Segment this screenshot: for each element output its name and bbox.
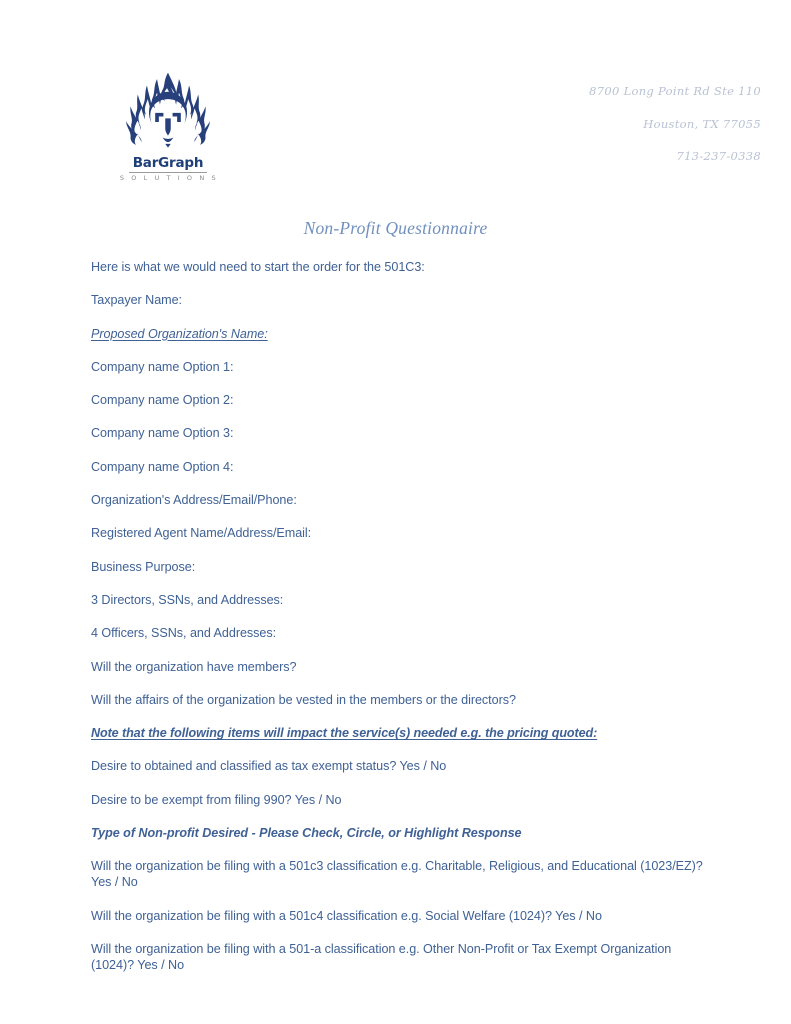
contact-address-block xyxy=(431,86,761,163)
field-taxpayer-name: Taxpayer Name: xyxy=(91,293,182,308)
logo-divider xyxy=(129,172,207,173)
address-city-state-zip: Houston, TX 77055 xyxy=(643,116,761,131)
lion-head-flame-logo-icon xyxy=(122,68,214,154)
intro-text: Here is what we would need to start the order for the 501C3: xyxy=(91,260,425,274)
question-tax-exempt-status: Desire to obtained and classified as tax exempt status? Yes / No xyxy=(91,759,447,774)
section-heading-pricing-note: Note that the following items will impact the service(s) needed e.g. the pricing quoted: xyxy=(91,726,598,741)
question-501a-classification: Will the organization be filing with a 501-a classification e.g. Other Non-Profit or Tax Exempt Organization (1024)? Yes / No xyxy=(91,941,672,972)
question-501c4-classification: Will the organization be filing with a 501c4 classification e.g. Social Welfare (1024)? Yes / No xyxy=(91,908,602,923)
field-officers: 4 Officers, SSNs, and Addresses: xyxy=(91,626,277,641)
field-company-name-option-4: Company name Option 4: xyxy=(91,459,234,474)
logo-wordmark: BarGraph xyxy=(132,155,204,171)
field-organization-address: Organization's Address/Email/Phone: xyxy=(91,493,297,508)
page-title: Non-Profit Questionnaire xyxy=(303,218,488,238)
document-header xyxy=(0,68,791,198)
company-logo xyxy=(88,68,248,182)
logo-sub-wordmark: S O L U T I O N S xyxy=(119,174,219,183)
field-business-purpose: Business Purpose: xyxy=(91,559,196,574)
section-heading-nonprofit-type: Type of Non-profit Desired - Please Check, Circle, or Highlight Response xyxy=(91,826,522,841)
field-company-name-option-1: Company name Option 1: xyxy=(91,359,234,374)
address-phone: 713-237-0338 xyxy=(676,149,761,163)
question-vested-authority: Will the affairs of the organization be vested in the members or the directors? xyxy=(91,692,516,707)
field-directors: 3 Directors, SSNs, and Addresses: xyxy=(91,592,284,607)
address-street: 8700 Long Point Rd Ste 110 xyxy=(589,84,761,98)
question-members: Will the organization have members? xyxy=(91,659,297,674)
question-filing-990: Desire to be exempt from filing 990? Yes / No xyxy=(91,792,342,807)
field-company-name-option-3: Company name Option 3: xyxy=(91,426,234,441)
field-registered-agent: Registered Agent Name/Address/Email: xyxy=(91,526,312,541)
section-heading-proposed-organization: Proposed Organization's Name: xyxy=(91,326,268,341)
questionnaire-body xyxy=(91,259,703,990)
field-company-name-option-2: Company name Option 2: xyxy=(91,393,234,408)
question-501c3-classification: Will the organization be filing with a 501c3 classification e.g. Charitable, Religious, and Educational (1023/EZ)? Yes / No xyxy=(91,859,703,890)
